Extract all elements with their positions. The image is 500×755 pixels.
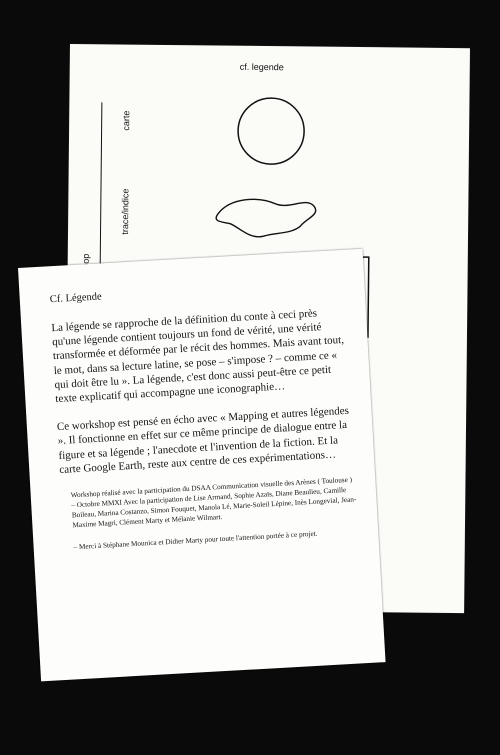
front-card-content [50,278,359,553]
label-trace-indice: trace/indice [120,188,131,235]
credits-text: Workshop réalisé avec la participation du DSAA Communication visuelle des Arènes ( Toulouse ) – Octobre MMXI Avec la participation de Lise Armand, Sophie Azaïs, Diane Beaulieu, Camille Boileau, Marina Costanzo, Simon Fouquet, Manola Lé, Marie-Soleil Lépine, Inès Longevial, Jean-Maxime Magri, Clément Marty et Mélanie Wilmart. [70,475,357,530]
back-card-header: cf. legende [239,61,284,73]
paragraph-definition: La légende se rapproche de la définition du conte à ceci près qu'une légende contient toujours un fond de vérité, une vérité transformée et déformée par le récit des hommes. Mais avant tout, le mot, dans sa lecture latine, se pose – s'impose ? – comme ce « qui doit être lu ». La légende, c'est donc aussi peut-être ce petit texte explicatif qui accompagne une iconographie… [51,307,345,406]
paragraph-workshop: Ce workshop est pensé en écho avec « Mapping et autres légendes ». Il fonctionne en effet sur ce même principe de dialogue entre la figure et sa légende ; l'anecdote et l'invention de la fiction. Et la carte Google Earth, reste aux centre de ces expérimentations… [56,404,350,476]
blob-shape [216,199,316,237]
label-carte: carte [121,110,132,131]
circle-shape [238,98,305,165]
front-card-title: Cf. Légende [49,291,102,306]
thanks-text: – Merci à Stéphane Mounica et Didier Marty pour toute l'attention portée à ce projet. [73,529,318,552]
front-card [18,249,386,682]
